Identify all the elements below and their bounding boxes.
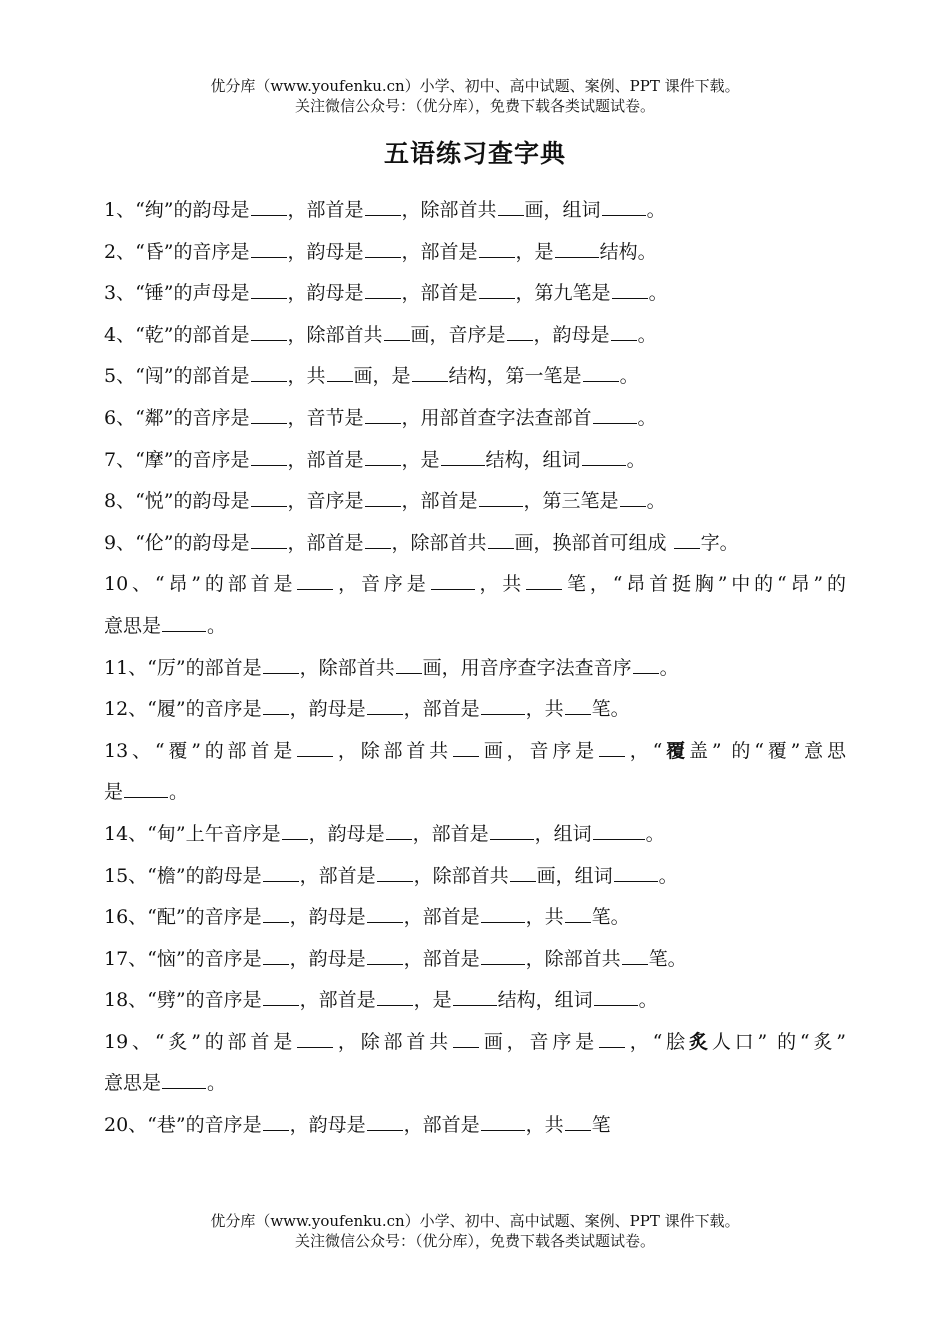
question-2: 2、“昏”的音序是 ，韵母是 ，部首是 ，是 结构。 — [104, 240, 657, 263]
answer-blank — [582, 464, 626, 466]
answer-blank — [593, 422, 637, 424]
answer-blank — [633, 672, 659, 674]
answer-blank — [614, 880, 658, 882]
answer-blank — [251, 297, 287, 299]
answer-blank — [386, 838, 412, 840]
answer-blank — [565, 1129, 591, 1131]
question-16: 16、“配”的音序是 ，韵母是 ，部首是 ，共 笔。 — [104, 906, 630, 929]
answer-blank — [367, 921, 403, 923]
answer-blank — [481, 963, 525, 965]
question-19: 19、“炙”的部首是 ，除部首共 画，音序是 ，“脍炙人口” 的“炙” — [104, 1030, 846, 1053]
answer-blank — [297, 755, 333, 757]
question-18: 18、“劈”的音序是 ，部首是 ，是 结构，组词 。 — [104, 989, 658, 1012]
answer-blank — [481, 713, 525, 715]
answer-blank — [620, 505, 646, 507]
answer-blank — [490, 838, 534, 840]
question-12: 12、“履”的音序是 ，韵母是 ，部首是 ，共 笔。 — [104, 698, 630, 721]
answer-blank — [441, 464, 485, 466]
answer-blank — [251, 339, 287, 341]
question-1: 1、“绚”的韵母是 ，部首是 ，除部首共 画，组词 。 — [104, 199, 666, 221]
answer-blank — [602, 214, 646, 216]
footer-line-2: 关注微信公众号：（优分库），免费下载各类试题试卷。 — [294, 1232, 655, 1250]
answer-blank — [251, 464, 287, 466]
answer-blank — [263, 1004, 299, 1006]
answer-blank — [124, 796, 168, 798]
question-7: 7、“摩”的音序是 ，部首是 ，是 结构，组词 。 — [104, 448, 646, 471]
page-header — [0, 76, 950, 116]
answer-blank — [367, 963, 403, 965]
answer-blank — [251, 380, 287, 382]
answer-blank — [479, 256, 515, 258]
answer-blank — [384, 339, 410, 341]
question-14: 14、“甸”上午音序是 ，韵母是 ，部首是 ，组词 。 — [104, 822, 665, 845]
answer-blank — [412, 380, 448, 382]
answer-blank — [565, 713, 591, 715]
answer-blank — [365, 256, 401, 258]
answer-blank — [251, 422, 287, 424]
answer-blank — [263, 672, 299, 674]
answer-blank — [479, 505, 523, 507]
answer-blank — [593, 838, 645, 840]
header-line-2: 关注微信公众号：（优分库），免费下载各类试题试卷。 — [294, 97, 655, 115]
question-10: 10、“昂”的部首是 ，音序是 ，共 笔，“昂首挺胸”中的“昂”的 — [104, 573, 846, 596]
answer-blank — [297, 1046, 333, 1048]
question-8: 8、“悦”的韵母是 ，音序是 ，部首是 ，第三笔是 。 — [104, 490, 666, 513]
answer-blank — [263, 1129, 289, 1131]
answer-blank — [367, 1129, 403, 1131]
question-9: 9、“伦”的韵母是 ，部首是 ，除部首共 画，换部首可组成 字。 — [104, 531, 739, 554]
answer-blank — [612, 297, 648, 299]
page-title: 五语练习查字典 — [383, 139, 566, 168]
answer-blank — [263, 713, 289, 715]
answer-blank — [365, 464, 401, 466]
answer-blank — [583, 380, 619, 382]
answer-blank — [327, 380, 353, 382]
answer-blank — [377, 1004, 413, 1006]
answer-blank — [507, 339, 533, 341]
answer-blank — [565, 921, 591, 923]
footer-line-1: 优分库（www.youfenku.cn）小学、初中、高中试题、案例、PPT 课件下载。 — [210, 1212, 740, 1230]
answer-blank — [365, 505, 401, 507]
answer-blank — [479, 297, 515, 299]
answer-blank — [251, 547, 287, 549]
answer-blank — [599, 755, 625, 757]
answer-blank — [510, 880, 536, 882]
question-6: 6、“鄰”的音序是 ，音节是 ，用部首查字法查部首 。 — [104, 406, 657, 429]
question-13-continued: 是 。 — [104, 781, 189, 804]
answer-blank — [481, 921, 525, 923]
answer-blank — [488, 547, 514, 549]
question-20: 20、“巷”的音序是 ，韵母是 ，部首是 ，共 笔 — [104, 1114, 611, 1137]
answer-blank — [251, 256, 287, 258]
question-5: 5、“闯”的部首是 ，共 画，是 结构，第一笔是 。 — [104, 365, 639, 388]
question-11: 11、“厉”的部首是 ，除部首共 画，用音序查字法查音序 。 — [104, 656, 679, 679]
answer-blank — [367, 713, 403, 715]
header-line-1: 优分库（www.youfenku.cn）小学、初中、高中试题、案例、PPT 课件下载。 — [210, 77, 740, 95]
answer-blank — [622, 963, 648, 965]
answer-blank — [365, 214, 401, 216]
answer-blank — [162, 1087, 206, 1089]
answer-blank — [365, 547, 391, 549]
answer-blank — [453, 1004, 497, 1006]
answer-blank — [481, 1129, 525, 1131]
answer-blank — [599, 1046, 625, 1048]
answer-blank — [263, 963, 289, 965]
answer-blank — [453, 1046, 479, 1048]
answer-blank — [282, 838, 308, 840]
answer-blank — [365, 297, 401, 299]
answer-blank — [251, 505, 287, 507]
answer-blank — [594, 1004, 638, 1006]
answer-blank — [251, 214, 287, 216]
question-17: 17、“恼”的音序是 ，韵母是 ，部首是 ，除部首共 笔。 — [104, 947, 687, 970]
answer-blank — [498, 214, 524, 216]
question-19-continued: 意思是 。 — [104, 1072, 227, 1095]
answer-blank — [263, 921, 289, 923]
answer-blank — [377, 880, 413, 882]
answer-blank — [526, 588, 562, 590]
answer-blank — [431, 588, 475, 590]
answer-blank — [263, 880, 299, 882]
question-10-continued: 意思是 。 — [104, 614, 227, 637]
question-3: 3、“锤”的声母是 ，韵母是 ，部首是 ，第九笔是 。 — [104, 282, 668, 305]
answer-blank — [555, 256, 599, 258]
answer-blank — [611, 339, 637, 341]
page-footer — [0, 1211, 950, 1251]
answer-blank — [674, 547, 700, 549]
answer-blank — [162, 630, 206, 632]
question-list — [104, 190, 846, 1147]
question-13: 13、“覆”的部首是 ，除部首共 画，音序是 ，“覆盖” 的“覆”意思 — [104, 739, 846, 762]
answer-blank — [396, 672, 422, 674]
question-4: 4、“乾”的部首是 ，除部首共 画，音序是 ，韵母是 。 — [104, 323, 657, 346]
answer-blank — [453, 755, 479, 757]
question-15: 15、“檐”的韵母是 ，部首是 ，除部首共 画，组词 。 — [104, 864, 678, 887]
answer-blank — [365, 422, 401, 424]
answer-blank — [297, 588, 333, 590]
